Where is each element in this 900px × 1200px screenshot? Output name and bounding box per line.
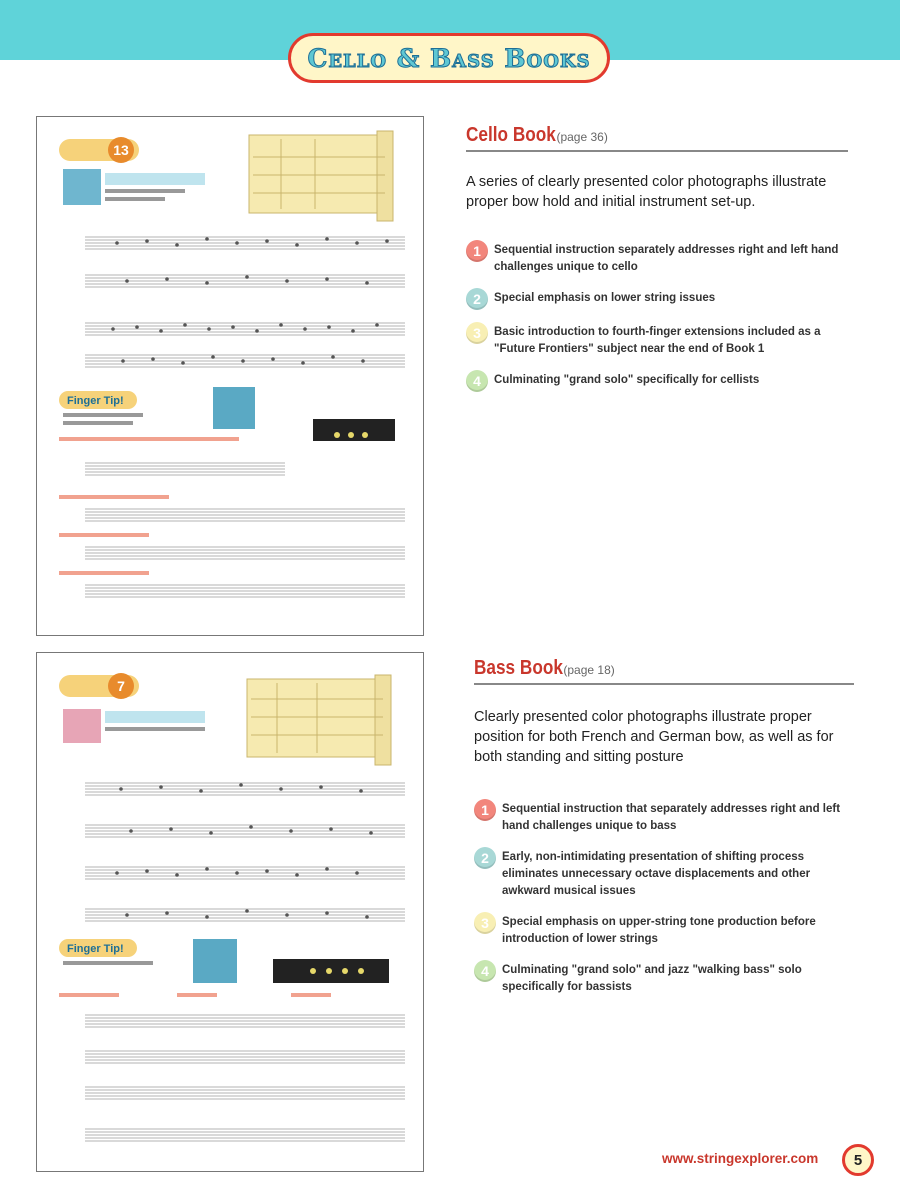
list-item bbox=[466, 290, 848, 310]
website-link[interactable]: www.stringexplorer.com bbox=[662, 1151, 819, 1166]
bass-finger-tip-label: Finger Tip! bbox=[67, 943, 124, 955]
list-item bbox=[474, 801, 854, 835]
bass-page-preview bbox=[37, 653, 423, 1171]
list-item bbox=[474, 914, 854, 948]
feature-text: Culminating "grand solo" specifically for cellists bbox=[494, 374, 760, 386]
feature-text: Early, non-intimidating presentation of shifting process eliminates unnecessary octave displacements and other awkward musical issues bbox=[502, 851, 811, 897]
feature-text: Basic introduction to fourth-finger extensions included as a "Future Frontiers" subject near the end of Book 1 bbox=[494, 326, 821, 355]
page-title-banner bbox=[288, 33, 610, 83]
list-item bbox=[466, 324, 848, 358]
cello-level-number: 13 bbox=[113, 142, 129, 158]
bass-description: Clearly presented color photographs illustrate proper position for both French and German bow, as well as for both standing and sitting posture bbox=[474, 709, 834, 765]
cello-description: A series of clearly presented color photographs illustrate proper bow hold and initial instrument set-up. bbox=[466, 174, 827, 210]
bass-book-title: Bass Book bbox=[474, 657, 563, 679]
bass-page-ref: (page 18) bbox=[563, 663, 615, 677]
cello-finger-tip-label: Finger Tip! bbox=[67, 395, 124, 407]
feature-text: Special emphasis on upper-string tone production before introduction of lower strings bbox=[502, 916, 816, 945]
bass-heading bbox=[474, 657, 854, 685]
number-badge: 1 bbox=[474, 799, 496, 821]
list-item bbox=[466, 242, 848, 276]
cello-heading bbox=[466, 124, 848, 152]
list-item bbox=[474, 962, 854, 996]
number-badge: 2 bbox=[466, 288, 488, 310]
number-badge: 3 bbox=[466, 322, 488, 344]
cello-page-ref: (page 36) bbox=[556, 130, 608, 144]
cello-book-section bbox=[466, 124, 848, 406]
number-badge: 4 bbox=[466, 370, 488, 392]
feature-text: Special emphasis on lower string issues bbox=[494, 292, 716, 304]
number-badge: 2 bbox=[474, 847, 496, 869]
bass-level-number: 7 bbox=[117, 678, 125, 694]
bass-feature-list bbox=[474, 801, 854, 996]
cello-page-preview bbox=[37, 117, 423, 635]
number-badge: 3 bbox=[474, 912, 496, 934]
cello-book-title: Cello Book bbox=[466, 124, 556, 146]
list-item bbox=[474, 849, 854, 900]
bass-page-thumbnail bbox=[36, 652, 424, 1172]
feature-text: Sequential instruction separately addresses right and left hand challenges unique to cello bbox=[494, 244, 839, 273]
feature-text: Culminating "grand solo" and jazz "walking bass" solo specifically for bassists bbox=[502, 964, 802, 993]
page-title: Cello & Bass Books bbox=[307, 43, 591, 73]
cello-feature-list bbox=[466, 242, 848, 392]
number-badge: 4 bbox=[474, 960, 496, 982]
list-item bbox=[466, 372, 848, 392]
number-badge: 1 bbox=[466, 240, 488, 262]
cello-page-thumbnail bbox=[36, 116, 424, 636]
page-number: 5 bbox=[842, 1144, 874, 1176]
bass-book-section bbox=[474, 657, 854, 1010]
feature-text: Sequential instruction that separately addresses right and left hand challenges unique to bass bbox=[502, 803, 841, 832]
